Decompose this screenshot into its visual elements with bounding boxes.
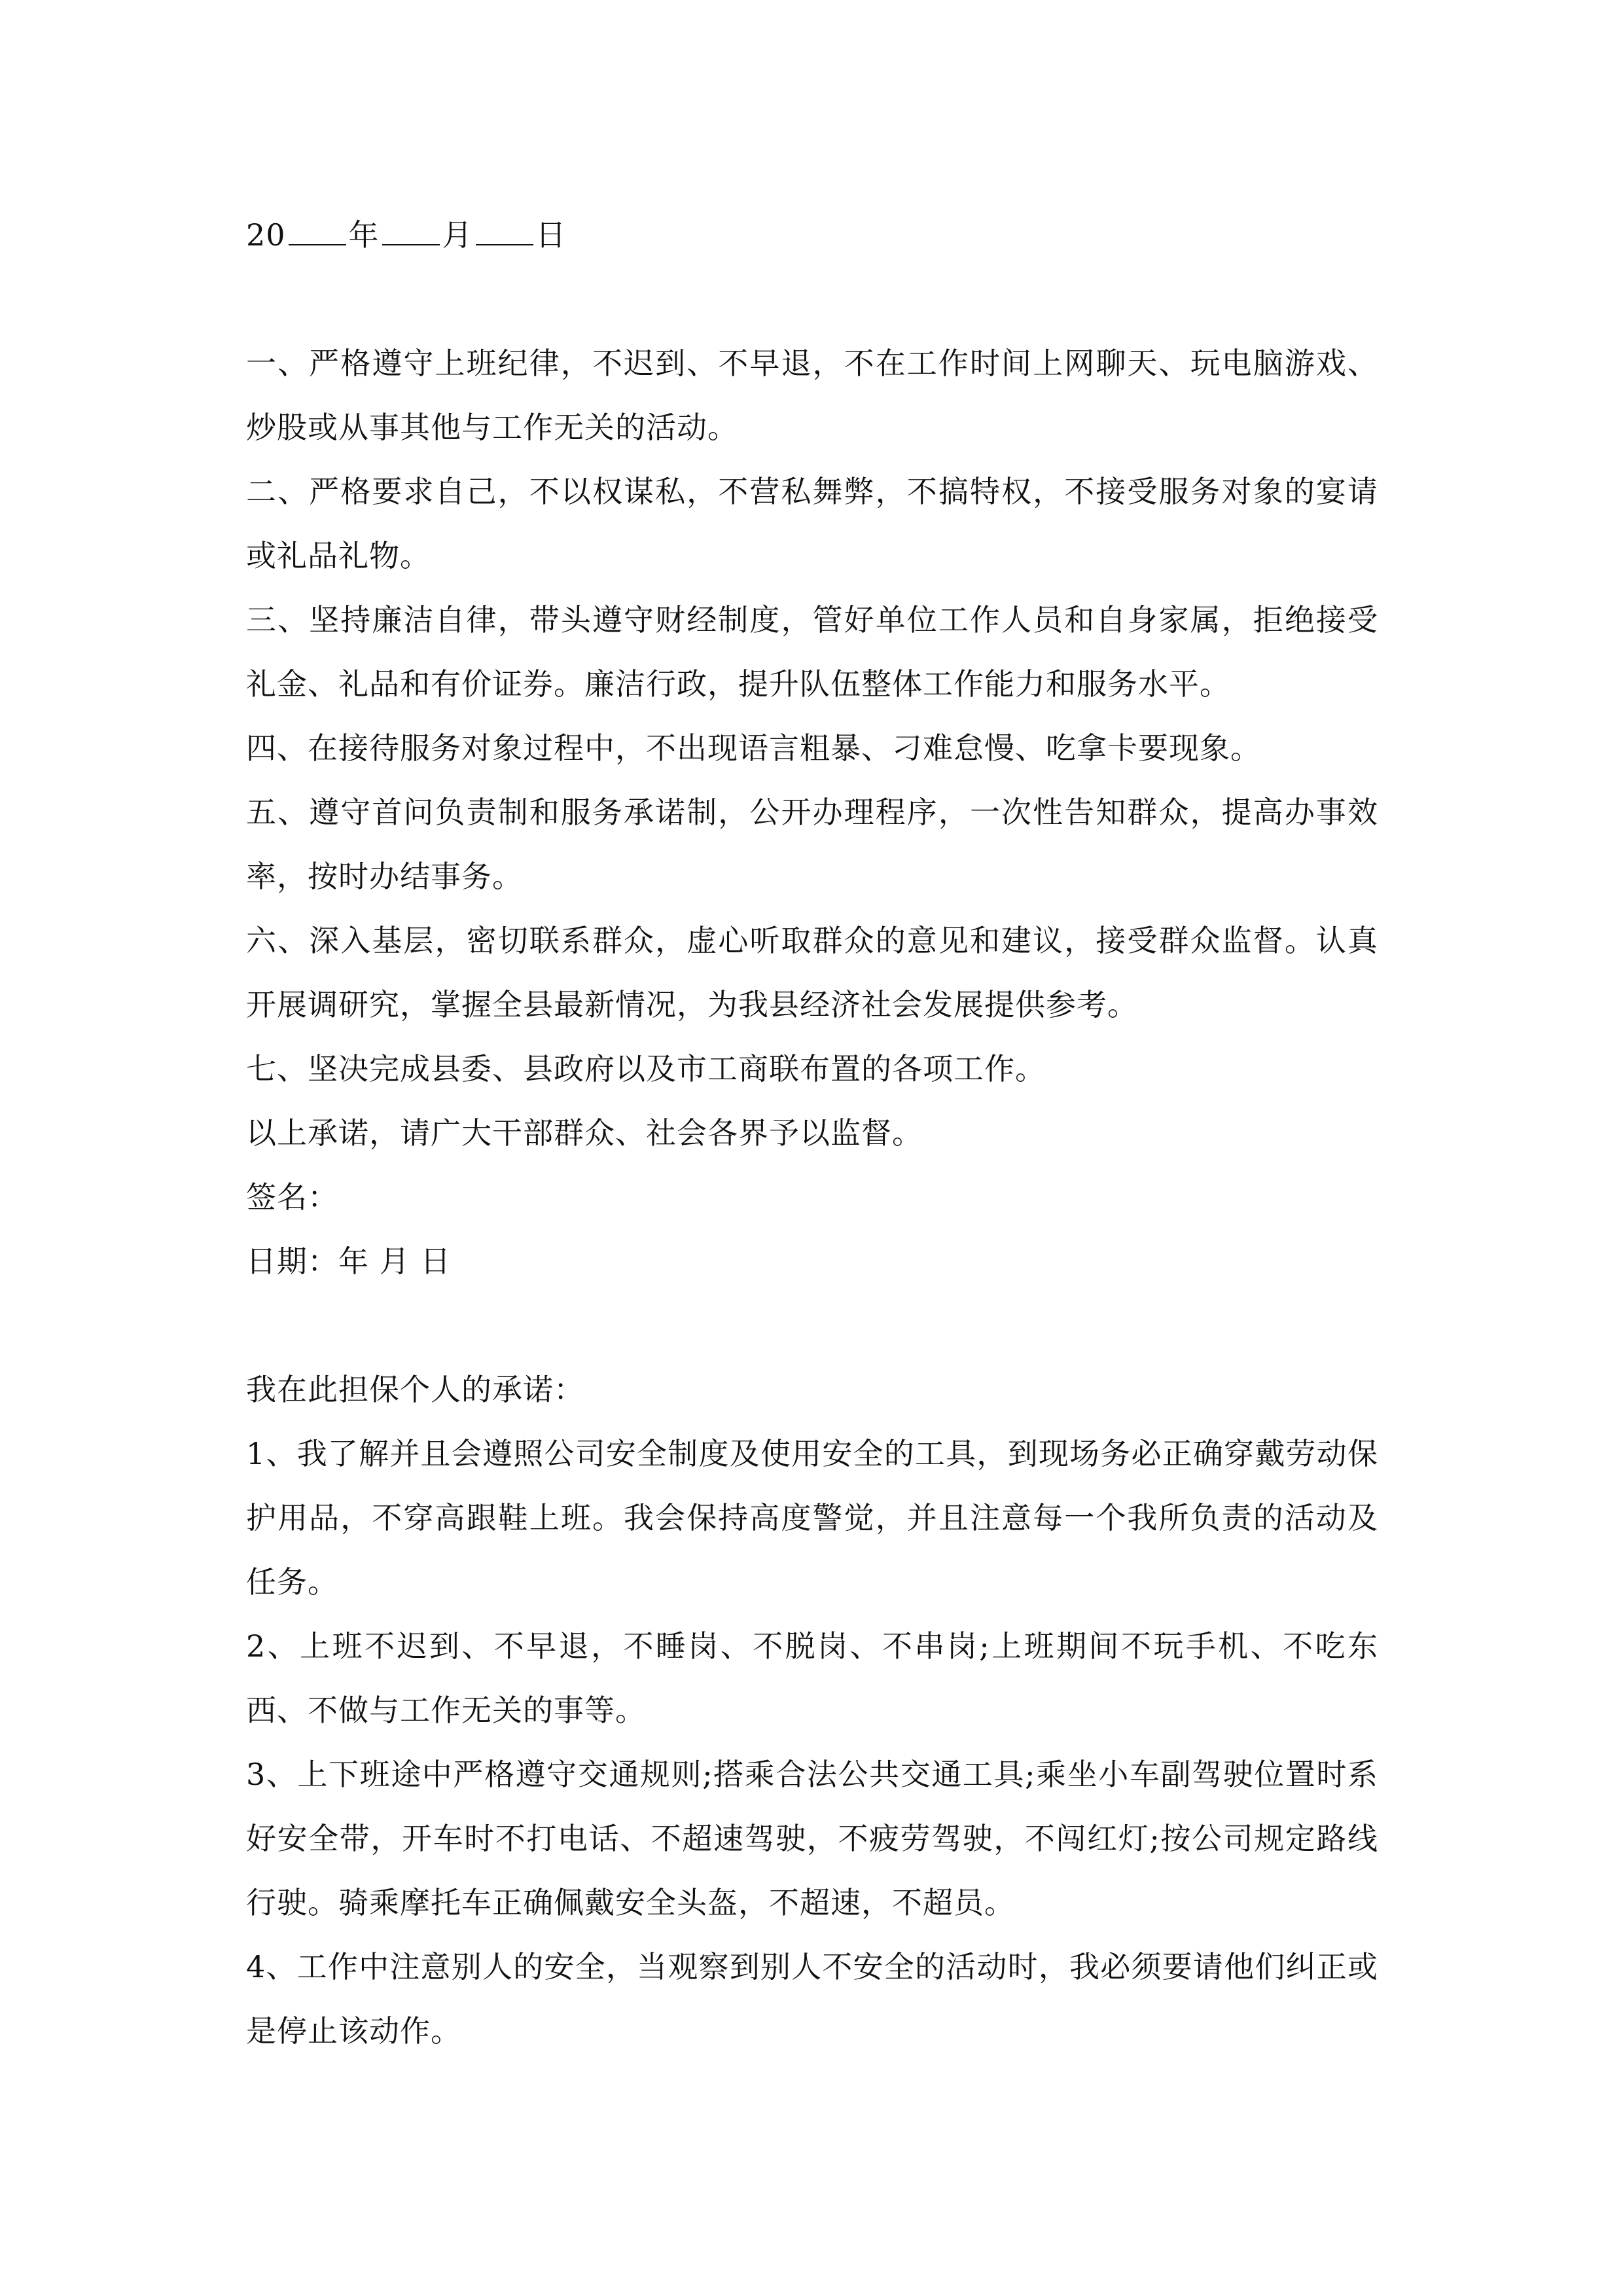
personal-pledge-item-4: 4、工作中注意别人的安全，当观察到别人不安全的活动时，我必须要请他们纠正或是停止该动作。 xyxy=(246,1949,1378,2049)
date-day-char: 日 xyxy=(535,217,567,253)
pledge-item-5: 五、遵守首问负责制和服务承诺制，公开办理程序，一次性告知群众，提高办事效率，按时办结事务。 xyxy=(246,795,1378,894)
personal-pledge-item-2: 2、上班不迟到、不早退，不睡岗、不脱岗、不串岗;上班期间不玩手机、不吃东西、不做与工作无关的事等。 xyxy=(246,1628,1378,1728)
pledge-item-1: 一、严格遵守上班纪律，不迟到、不早退，不在工作时间上网聊天、玩电脑游戏、炒股或从事其他与工作无关的活动。 xyxy=(246,346,1378,445)
document-body xyxy=(246,203,1378,2063)
top-date-line xyxy=(246,203,1378,267)
date-label: 日期：年 月 日 xyxy=(246,1244,452,1279)
date-month-char: 月 xyxy=(442,217,473,253)
personal-pledge-item-3: 3、上下班途中严格遵守交通规则;搭乘合法公共交通工具;乘坐小车副驾驶位置时系好安全带，开车时不打电话、不超速驾驶，不疲劳驾驶，不闯红灯;按公司规定路线行驶。骑乘摩托车正确佩戴安全头盔，不超速，不超员。 xyxy=(246,1757,1378,1920)
pledge-closing: 以上承诺，请广大干部群众、社会各界予以监督。 xyxy=(246,1115,923,1151)
date-year-blank xyxy=(289,218,346,245)
date-month-blank xyxy=(382,218,440,245)
pledge-item-2: 二、严格要求自己，不以权谋私，不营私舞弊，不搞特权，不接受服务对象的宴请或礼品礼物。 xyxy=(246,474,1378,573)
date-day-blank xyxy=(476,218,533,245)
pledge-item-3: 三、坚持廉洁自律，带头遵守财经制度，管好单位工作人员和自身家属，拒绝接受礼金、礼品和有价证券。廉洁行政，提升队伍整体工作能力和服务水平。 xyxy=(246,602,1378,702)
spacer xyxy=(246,1293,1378,1357)
pledge-item-6: 六、深入基层，密切联系群众，虚心听取群众的意见和建议，接受群众监督。认真开展调研究，掌握全县最新情况，为我县经济社会发展提供参考。 xyxy=(246,923,1378,1022)
spacer xyxy=(246,267,1378,331)
pledge-item-4: 四、在接待服务对象过程中，不出现语言粗暴、刁难怠慢、吃拿卡要现象。 xyxy=(246,730,1261,766)
date-year-char: 年 xyxy=(348,217,380,253)
pledge-item-7: 七、坚决完成县委、县政府以及市工商联布置的各项工作。 xyxy=(246,1051,1046,1086)
signature-label: 签名： xyxy=(246,1179,338,1215)
date-year-prefix: 20 xyxy=(246,217,286,253)
personal-pledge-intro: 我在此担保个人的承诺： xyxy=(246,1372,584,1407)
personal-pledge-item-1: 1、我了解并且会遵照公司安全制度及使用安全的工具，到现场务必正确穿戴劳动保护用品，不穿高跟鞋上班。我会保持高度警觉，并且注意每一个我所负责的活动及任务。 xyxy=(246,1436,1378,1600)
